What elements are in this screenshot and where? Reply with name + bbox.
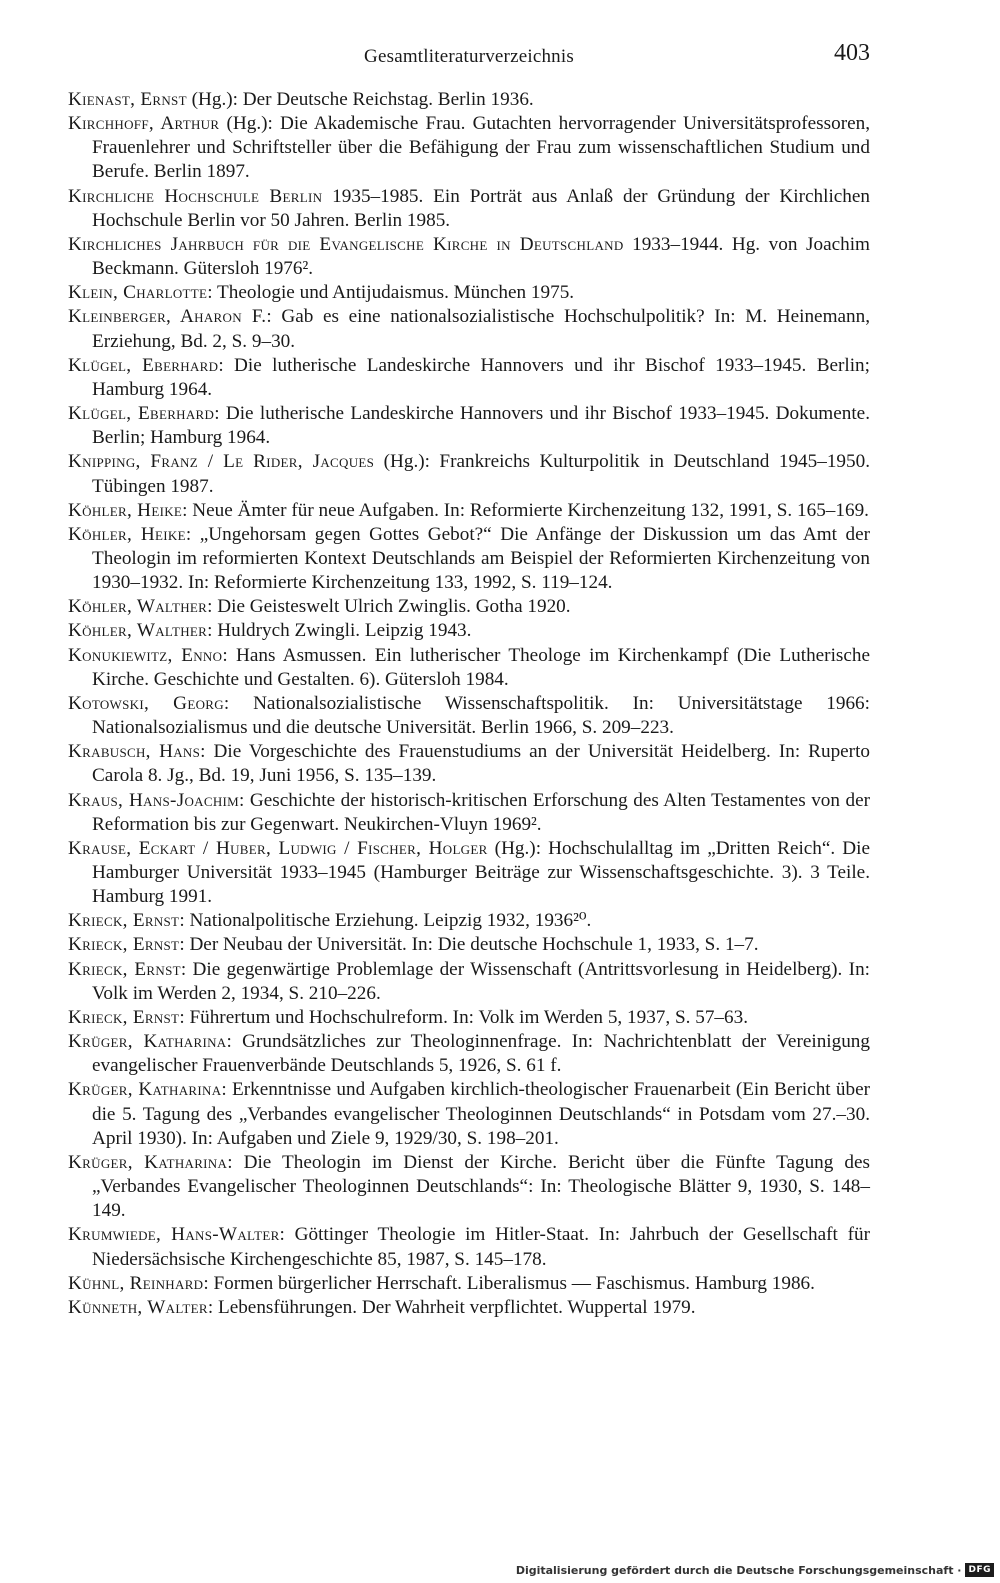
entry-author: Krieck, Ernst	[68, 910, 180, 932]
entry-author: Klügel, Eberhard	[68, 403, 215, 425]
entry-text: : Neue Ämter für neue Aufgaben. In: Reformierte Kirchenzeitung 132, 1991, S. 165–169.	[182, 499, 869, 521]
entry-text: : Grundsätzliches zur Theologinnenfrage. In: Nachrichtenblatt der Vereinigung evangelischer Frauenverbände Deutschlands 5, 1926, S. 61 f.	[92, 1031, 870, 1077]
entry-text: : Die Theologin im Dienst der Kirche. Bericht über die Fünfte Tagung des „Verbandes Evangelischer Theologinnen Deutschlands“: In: Theologische Blätter 9, 1930, S. 148–149.	[92, 1151, 870, 1222]
running-title: Gesamtliteraturverzeichnis	[364, 46, 574, 67]
digitization-credit	[516, 1563, 994, 1577]
entry-author: Krüger, Katharina	[68, 1031, 227, 1053]
entry-author: Konukiewitz, Enno	[68, 644, 223, 666]
bibliography-entry	[68, 281, 870, 305]
entry-text: (Hg.): Frankreichs Kulturpolitik in Deutschland 1945–1950. Tübingen 1987.	[92, 451, 870, 497]
bibliography-entry	[68, 354, 870, 402]
entry-author: Kienast, Ernst	[68, 89, 187, 110]
dfg-logo: DFG	[965, 1563, 994, 1577]
bibliography-entry	[68, 933, 870, 957]
bibliography-entry	[68, 1030, 870, 1078]
entry-author: Krabusch, Hans	[68, 741, 201, 763]
bibliography-entry	[68, 450, 870, 498]
entry-author: Köhler, Heike	[68, 499, 183, 521]
entry-text: (Hg.): Hochschulalltag im „Dritten Reich“. Die Hamburger Universität 1933–1945 (Hamburger Beiträge zur Wissenschaftsgeschichte. 3). 3 Teile. Hamburg 1991.	[92, 837, 871, 908]
entry-author: Knipping, Franz / Le Rider, Jacques	[68, 451, 375, 473]
entry-text: : Theologie und Antijudaismus. München 1975.	[207, 282, 575, 304]
entry-text: 1933–1944. Hg. von Joachim Beckmann. Gütersloh 1976².	[92, 233, 870, 280]
entry-author: Krieck, Ernst	[68, 934, 180, 956]
entry-author: Kraus, Hans-Joachim	[68, 789, 240, 811]
entry-text: : Nationalsozialistische Wissenschaftspolitik. In: Universitätstage 1966: Nationalsozialismus und die deutsche Universität. Berlin 1966, S. 209–223.	[92, 692, 870, 739]
entry-author: Kühnl, Reinhard	[68, 1272, 204, 1294]
entry-author: Kirchhoff, Arthur	[68, 113, 220, 135]
entry-text: : Die lutherische Landeskirche Hannovers und ihr Bischof 1933–1945. Berlin; Hamburg 1964.	[92, 354, 870, 400]
bibliography-entry	[68, 644, 870, 692]
bibliography-entry	[68, 1006, 870, 1030]
entry-author: Krieck, Ernst	[68, 1006, 180, 1028]
entry-author: Krüger, Katharina	[68, 1079, 222, 1101]
bibliography-entry	[68, 692, 870, 740]
entry-text: : Geschichte der historisch-kritischen Erforschung des Alten Testamentes von der Reformation bis zur Gegenwart. Neukirchen-Vluyn 1969².	[92, 789, 870, 835]
bibliography-entry	[68, 1223, 870, 1271]
bibliography-entry	[68, 1151, 870, 1223]
entry-author: Krüger, Katharina	[68, 1151, 228, 1173]
bibliography-entry	[68, 740, 870, 788]
entry-text: : Die gegenwärtige Problemlage der Wissenschaft (Antrittsvorlesung in Heidelberg). In: Volk im Werden 2, 1934, S. 210–226.	[92, 958, 870, 1004]
bibliography-entry	[68, 1078, 870, 1150]
entry-author: Kirchliches Jahrbuch für die Evangelische Kirche in Deutschland	[68, 233, 624, 255]
entry-text: : Führertum und Hochschulreform. In: Volk im Werden 5, 1937, S. 57–63.	[179, 1006, 749, 1028]
entry-author: Krieck, Ernst	[68, 958, 181, 980]
bibliography-entry	[68, 88, 870, 112]
entry-author: Köhler, Walther	[68, 620, 208, 642]
bibliography-entry	[68, 958, 870, 1006]
entry-text: : Die Vorgeschichte des Frauenstudiums an der Universität Heidelberg. In: Ruperto Carola 8. Jg., Bd. 19, Juni 1956, S. 135–139.	[92, 741, 870, 787]
entry-author: Kleinberger, Aharon F.	[68, 306, 267, 328]
entry-text: : „Ungehorsam gegen Gottes Gebot?“ Die Anfänge der Diskussion um das Amt der Theologin im reformierten Kontext Deutschlands am Beispiel der Reformierten Kirchenzeitung von 1930–1932. In: Reformierte Kirchenzeitung 133, 1992, S. 119–124.	[92, 523, 871, 594]
bibliography-entry	[68, 837, 870, 909]
entry-author: Künneth, Walter	[68, 1296, 208, 1318]
bibliography-entry	[68, 499, 870, 523]
entry-author: Klein, Charlotte	[68, 282, 208, 304]
credit-text: Digitalisierung gefördert durch die Deutsche Forschungsgemeinschaft ·	[515, 1563, 962, 1577]
entry-text: : Hans Asmussen. Ein lutherischer Theologe im Kirchenkampf (Die Lutherische Kirche. Geschichte und Gestalten. 6). Gütersloh 1984.	[92, 644, 870, 690]
entry-text: (Hg.): Die Akademische Frau. Gutachten hervorragender Universitätsprofessoren, Frauenlehrer und Schriftsteller über die Befähigung der Frau zum wissenschaftlichen Studium und Berufe. Berlin 1897.	[92, 113, 871, 183]
entry-text: : Lebensführungen. Der Wahrheit verpflichtet. Wuppertal 1979.	[207, 1296, 696, 1318]
entry-author: Krause, Eckart / Huber, Ludwig / Fischer, Holger	[68, 837, 488, 859]
entry-text: : Gab es eine nationalsozialistische Hochschulpolitik? In: M. Heinemann, Erziehung, Bd. 2, S. 9–30.	[92, 306, 871, 352]
entry-author: Kirchliche Hochschule Berlin	[68, 185, 323, 207]
bibliography-list	[68, 88, 870, 1320]
bibliography-entry	[68, 185, 870, 233]
bibliography-entry	[68, 595, 870, 619]
entry-author: Krumwiede, Hans-Walter	[68, 1224, 280, 1246]
entry-text: : Die lutherische Landeskirche Hannovers und ihr Bischof 1933–1945. Dokumente. Berlin; Hamburg 1964.	[92, 403, 870, 449]
bibliography-entry	[68, 789, 870, 837]
entry-author: Köhler, Walther	[68, 596, 208, 618]
entry-text: (Hg.): Der Deutsche Reichstag. Berlin 1936.	[186, 89, 534, 110]
bibliography-entry	[68, 233, 870, 281]
bibliography-entry	[68, 112, 870, 184]
entry-author: Kotowski, Georg	[68, 692, 224, 714]
entry-text: : Formen bürgerlicher Herrschaft. Liberalismus — Faschismus. Hamburg 1986.	[203, 1272, 815, 1294]
entry-text: : Erkenntnisse und Aufgaben kirchlich-theologischer Frauenarbeit (Ein Bericht über die 5. Tagung des „Verbandes evangelischer Theologinnen Deutschlands“ in Potsdam vom 27.–30. April 1930). In: Aufgaben und Ziele 9, 1929/30, S. 198–201.	[92, 1079, 870, 1149]
bibliography-entry	[68, 402, 870, 450]
page-header	[68, 40, 870, 76]
entry-author: Klügel, Eberhard	[68, 354, 219, 376]
bibliography-entry	[68, 523, 870, 595]
bibliography-entry	[68, 909, 870, 933]
entry-author: Köhler, Heike	[68, 523, 186, 545]
entry-text: : Nationalpolitische Erziehung. Leipzig 1932, 1936²⁰.	[179, 910, 592, 932]
entry-text: : Der Neubau der Universität. In: Die deutsche Hochschule 1, 1933, S. 1–7.	[179, 934, 759, 956]
entry-text: : Die Geisteswelt Ulrich Zwinglis. Gotha 1920.	[207, 596, 571, 618]
bibliography-entry	[68, 1296, 870, 1320]
bibliography-entry	[68, 305, 870, 353]
bibliography-entry	[68, 619, 870, 643]
entry-text: : Huldrych Zwingli. Leipzig 1943.	[207, 620, 472, 642]
entry-text: : Göttinger Theologie im Hitler-Staat. In: Jahrbuch der Gesellschaft für Niedersächsische Kirchengeschichte 85, 1987, S. 145–178.	[92, 1224, 870, 1270]
page-number: 403	[834, 40, 870, 66]
entry-text: 1935–1985. Ein Porträt aus Anlaß der Gründung der Kirchlichen Hochschule Berlin vor 50 Jahren. Berlin 1985.	[92, 185, 870, 231]
bibliography-entry	[68, 1272, 870, 1296]
